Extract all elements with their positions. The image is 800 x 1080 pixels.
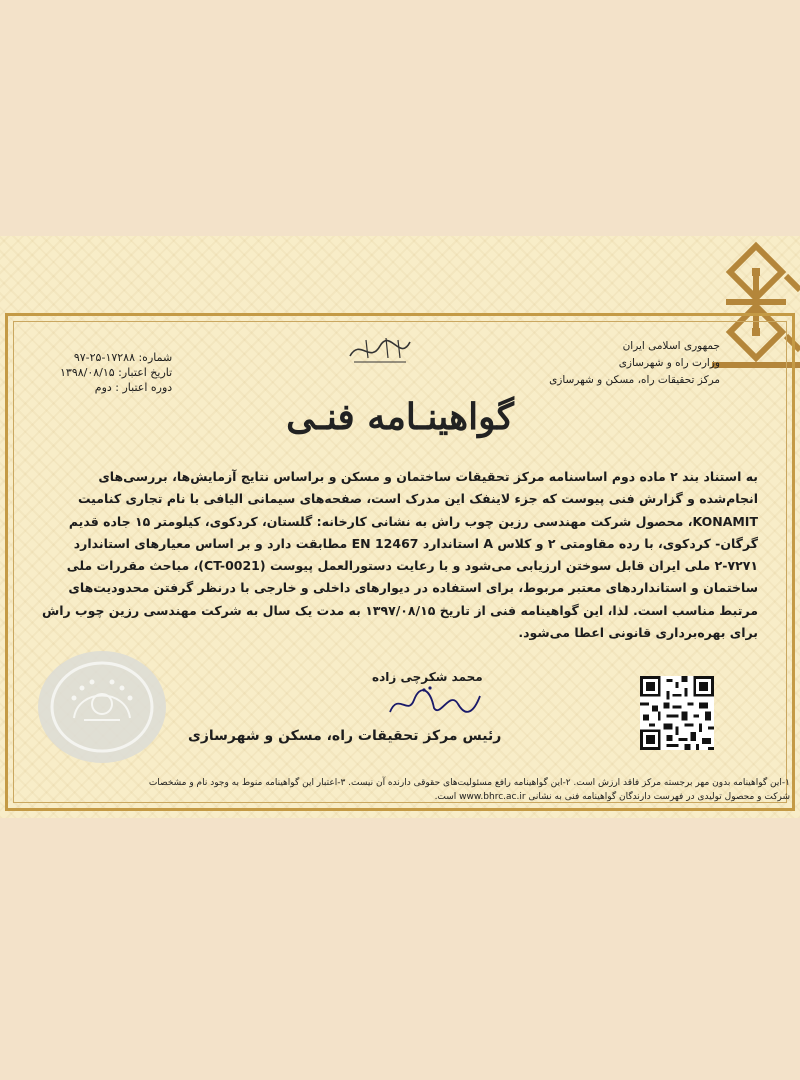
certificate-number: شماره: ۱۷۲۸۸-۲۵-۹۷ [73, 351, 173, 364]
body-line: ۲-۷۲۷۱ ملی ایران قابل سوختن ارزیابی می‌شود و با رعایت دستورالعمل پیوست (CT-0021)، مباحث مقررات ملی [66, 558, 758, 574]
certificate [0, 236, 800, 818]
validity-date: تاریخ اعتبار: ۱۳۹۸/۰۸/۱۵ [60, 366, 173, 379]
body-line: مرتبط مناسب است. لذا، این گواهینامه فنی از تاریخ ۱۳۹۷/۰۸/۱۵ به مدت یک سال به شرکت مهندسی رزین چوب راش [41, 602, 758, 618]
ministry-header [460, 338, 720, 389]
footnote-line: شرکت و محصول تولیدی در فهرست دارندگان گواهینامه فنی به نشانی www.bhrc.ac.ir است. [434, 792, 790, 802]
body-line: برای بهره‌برداری قانونی اعطا می‌شود. [518, 625, 758, 641]
signature-icon [384, 682, 484, 722]
footnotes [0, 776, 790, 804]
footnote-line: ۱-این گواهینامه بدون مهر برجسته مرکز فاقد ارزش است. ۲-این گواهینامه رافع مسئولیت‌های حقوقی دارنده آن نیست. ۳-اعتبار این گواهینامه منوط به وجود نام و مشخصات [148, 778, 790, 788]
bismillah-calligraphy [346, 334, 414, 370]
body-line: گرگان- کردکوی، با رده مقاومتی ۲ و کلاس A استاندارد EN 12467 مطابقت دارد و بر اساس معیارهای استاندارد [73, 535, 758, 551]
ministry-line: وزارت راه و شهرسازی [618, 357, 720, 369]
signer-title: رئیس مرکز تحقیقات راه، مسکن و شهرسازی [188, 728, 502, 744]
validity-period: دوره اعتبار : دوم [94, 381, 173, 394]
body-line: ساختمان و استانداردهای معتبر مربوط، برای استفاده در دیوارهای داخلی و خارجی با درنظر گرفتن محدودیت‌های [68, 580, 758, 596]
certificate-title: گواهینـامه فنـی [286, 396, 514, 438]
body-line: انجام‌شده و گزارش فنی پیوست که جزء لاینفک این مدرک است، صفحه‌های سیمانی الیافی با نام تجاری کنامیت [77, 491, 758, 507]
embossed-seal-icon [34, 648, 170, 766]
ministry-line: جمهوری اسلامی ایران [622, 340, 720, 352]
body-line: به استناد بند ۲ ماده دوم اساسنامه مرکز تحقیقات ساختمان و مسکن و براساس نتایج آزمایش‌ها، بررسی‌های [98, 469, 758, 484]
signer-name: محمد شکرچی زاده [372, 670, 483, 684]
qr-code-icon [640, 676, 714, 750]
ministry-line: مرکز تحقیقات راه، مسکن و شهرسازی [549, 374, 720, 386]
certificate-body [41, 466, 758, 644]
certificate-meta [60, 350, 172, 395]
body-line: KONAMIT، محصول شرکت مهندسی رزین چوب راش به نشانی کارخانه: گلستان، کردکوی، کیلومتر ۱۵ جاده قدیم [68, 513, 758, 529]
